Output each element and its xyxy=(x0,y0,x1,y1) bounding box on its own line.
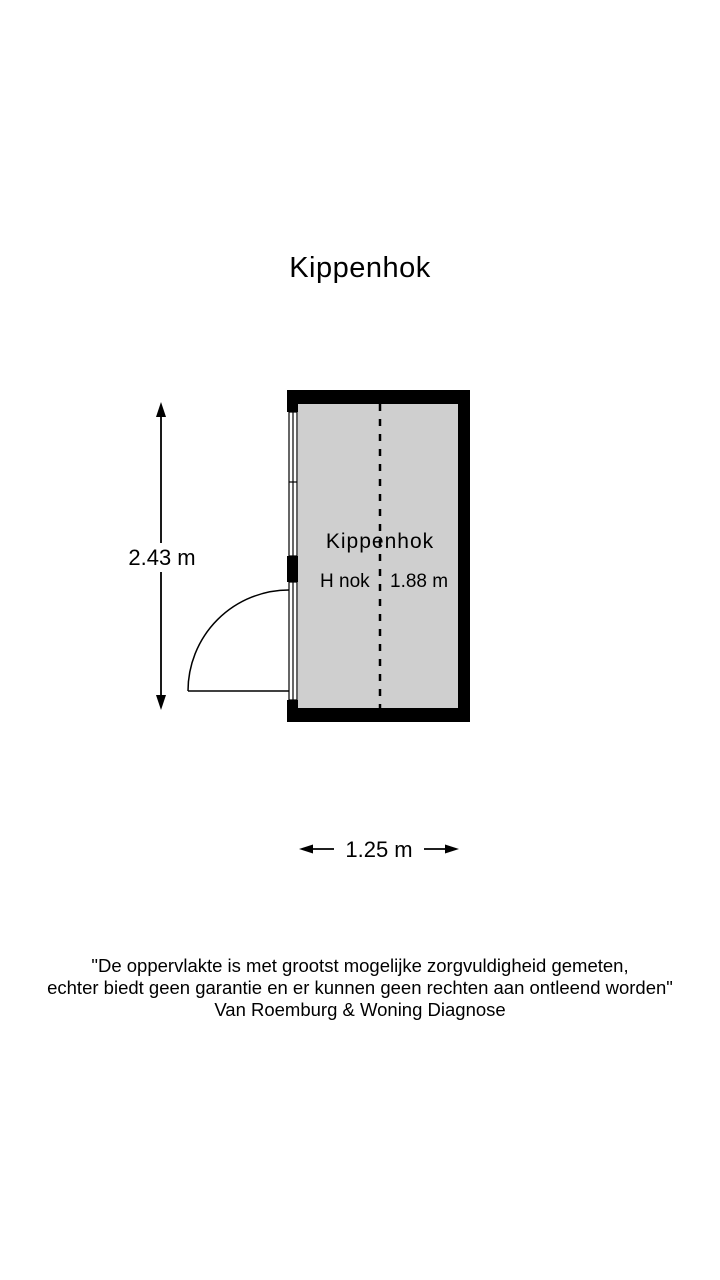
wall-bottom xyxy=(287,708,470,722)
wall-right xyxy=(458,390,470,722)
width-dimension-label: 1.25 m xyxy=(345,837,413,862)
ridge-height-value: 1.88 m xyxy=(390,571,449,592)
wall-left-top-post xyxy=(287,390,298,412)
door-swing xyxy=(188,590,289,691)
disclaimer-line-1: "De oppervlakte is met grootst mogelijke zorgvuldigheid gemeten, xyxy=(91,955,629,976)
disclaimer-company: Van Roemburg & Woning Diagnose xyxy=(214,999,506,1020)
wall-left-bottom-post xyxy=(287,700,298,722)
window-left-lower xyxy=(289,582,297,700)
window-left-upper xyxy=(289,412,297,556)
plan-title: Kippenhok xyxy=(289,252,431,284)
disclaimer xyxy=(0,955,720,1021)
disclaimer-line-2: echter biedt geen garantie en er kunnen geen rechten aan ontleend worden" xyxy=(47,977,673,998)
room-name: Kippenhok xyxy=(325,530,435,553)
wall-top xyxy=(287,390,470,404)
ridge-height-label: H nok xyxy=(320,571,370,592)
wall-left-middle-post xyxy=(287,556,298,582)
height-dimension-label: 2.43 m xyxy=(128,545,196,570)
room-floor xyxy=(298,403,459,709)
